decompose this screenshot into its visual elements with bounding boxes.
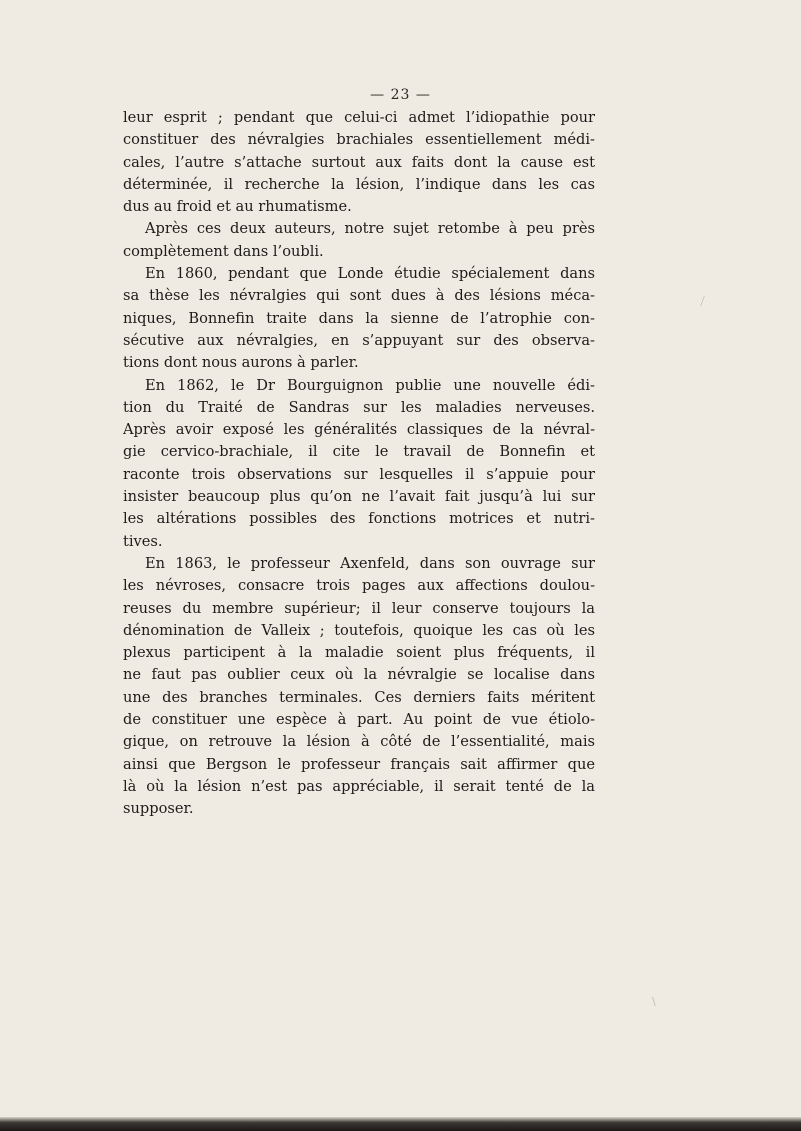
text-line: sa thèse les névralgies qui sont dues à des lésions méca- xyxy=(123,287,595,305)
page-number: — 23 — xyxy=(370,87,431,103)
text-line: ne faut pas oublier ceux où la névralgie se localise dans xyxy=(123,666,595,684)
text-line: ainsi que Bergson le professeur français sait affirmer que xyxy=(123,755,595,773)
paragraph xyxy=(123,263,595,374)
text-line: sécutive aux névralgies, en s’appuyant sur des observa- xyxy=(123,331,595,349)
text-line: cales, l’autre s’attache surtout aux faits dont la cause est xyxy=(123,153,595,171)
text-line: raconte trois observations sur lesquelles il s’appuie pour xyxy=(123,465,595,483)
paragraph xyxy=(123,218,595,263)
text-line: reuses du membre supérieur; il leur conserve toujours la xyxy=(123,599,595,617)
text-line: En 1862, le Dr Bourguignon publie une nouvelle édi- xyxy=(145,376,595,394)
text-line: Après avoir exposé les généralités classiques de la névral- xyxy=(123,421,595,439)
text-line: là où la lésion n’est pas appréciable, il serait tenté de la xyxy=(123,777,595,795)
body-text xyxy=(123,107,595,821)
paragraph xyxy=(123,553,595,821)
stray-mark: ⟋ xyxy=(696,294,709,309)
page-bottom-edge xyxy=(0,1117,801,1131)
text-line: insister beaucoup plus qu’on ne l’avait fait jusqu’à lui sur xyxy=(123,488,595,506)
text-line: supposer. xyxy=(123,800,194,818)
text-line: tives. xyxy=(123,532,163,550)
text-line: gique, on retrouve la lésion à côté de l’essentialité, mais xyxy=(123,733,595,751)
paragraph xyxy=(123,107,595,218)
stray-mark: / xyxy=(648,995,660,1008)
text-line: de constituer une espèce à part. Au point de vue étiolo- xyxy=(123,711,595,729)
text-line: plexus participent à la maladie soient plus fréquents, il xyxy=(123,644,595,662)
text-line: dus au froid et au rhumatisme. xyxy=(123,198,352,216)
text-line: En 1863, le professeur Axenfeld, dans son ouvrage sur xyxy=(145,554,595,572)
text-line: En 1860, pendant que Londe étudie spécialement dans xyxy=(145,265,595,283)
text-line: complètement dans l’oubli. xyxy=(123,242,324,260)
text-line: dénomination de Valleix ; toutefois, quoique les cas où les xyxy=(123,621,595,639)
text-line: niques, Bonnefin traite dans la sienne de l’atrophie con- xyxy=(123,309,595,327)
paragraph xyxy=(123,375,595,553)
text-line: tion du Traité de Sandras sur les maladies nerveuses. xyxy=(123,398,595,416)
text-line: constituer des névralgies brachiales essentiellement médi- xyxy=(123,131,595,149)
text-line: déterminée, il recherche la lésion, l’indique dans les cas xyxy=(123,175,595,193)
text-line: les névroses, consacre trois pages aux affections doulou- xyxy=(123,577,595,595)
text-line: leur esprit ; pendant que celui-ci admet l’idiopathie pour xyxy=(123,109,595,126)
text-line: Après ces deux auteurs, notre sujet retombe à peu près xyxy=(145,220,595,238)
text-line: une des branches terminales. Ces derniers faits méritent xyxy=(123,688,595,706)
text-line: les altérations possibles des fonctions motrices et nutri- xyxy=(123,510,595,528)
text-line: tions dont nous aurons à parler. xyxy=(123,354,359,372)
text-line: gie cervico-brachiale, il cite le travail de Bonnefin et xyxy=(123,443,595,461)
